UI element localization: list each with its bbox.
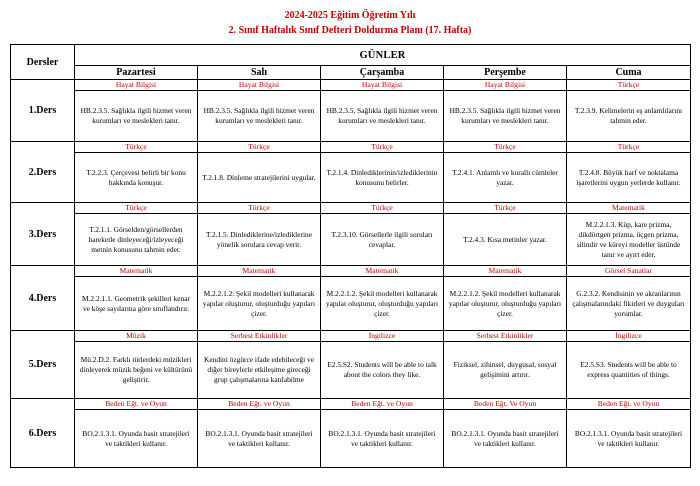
weekly-plan-table — [10, 44, 691, 468]
objective-text: T.2.1.4. Dinlediklerinin/izlediklerinin konusunu belirler. — [326, 167, 438, 187]
objective-text: G.2.3.2. Kendisinin ve akranlarının çalışmalarındaki fikirleri ve duyguları yorumlar. — [572, 288, 685, 318]
lesson-cell — [198, 203, 321, 266]
subject-label: Türkçe — [321, 203, 443, 214]
day-header-wednesday: Çarşamba — [321, 66, 444, 80]
lesson-cell — [567, 331, 691, 399]
objective-text: T.2.3.10. Görsellerle ilgili soruları cevaplar. — [331, 229, 433, 249]
subject-label: Beden Eğt. ve Oyun — [75, 399, 197, 410]
lesson-cell — [444, 203, 567, 266]
subject-label: Türkçe — [444, 142, 566, 153]
objective-text: BO.2.1.3.1. Oyunda basit stratejileri ve taktikleri kullanır. — [82, 428, 190, 448]
objective-text: T.2.2.3. Çerçevesi belirli bir konu hakkında konuşur. — [86, 167, 186, 187]
subject-label: Hayat Bilgisi — [321, 80, 443, 91]
lesson-cell — [567, 142, 691, 203]
lesson-row — [11, 203, 691, 266]
lesson-cell — [444, 80, 567, 142]
subject-label: Türkçe — [75, 203, 197, 214]
lesson-cell — [567, 80, 691, 142]
objective-text: HB.2.3.5. Sağlıkla ilgili hizmet veren kurumları ve meslekleri tanır. — [326, 106, 438, 125]
subject-label: Türkçe — [567, 80, 690, 91]
objective-text: T.2.3.9. Kelimelerin eş anlamlılarını tahmin eder. — [574, 106, 683, 125]
lesson-cell — [567, 203, 691, 266]
lesson-row — [11, 142, 691, 203]
lesson-cell — [75, 399, 198, 468]
objective-text: T.2.4.8. Büyük harf ve noktalama işaretlerini uygun yerlerde kullanır. — [576, 167, 681, 187]
lesson-cell — [444, 399, 567, 468]
lesson-row — [11, 399, 691, 468]
day-header-tuesday: Salı — [198, 66, 321, 80]
lesson-cell — [444, 331, 567, 399]
lesson-cell — [198, 331, 321, 399]
objective-text: E2.5.S2. Students will be able to talk about the colors they like. — [327, 360, 437, 379]
lesson-cell — [444, 266, 567, 331]
objective-text: HB.2.3.5. Sağlıkla ilgili hizmet veren kurumları ve meslekleri tanır. — [449, 106, 561, 125]
lesson-cell — [321, 266, 444, 331]
subject-label: Türkçe — [75, 142, 197, 153]
subject-label: Türkçe — [567, 142, 690, 153]
subject-label: Beden Eğt. ve Oyun — [567, 399, 690, 410]
objective-text: M.2.2.1.2. Şekil modelleri kullanarak yapılar oluşturur, oluşturduğu yapıları çizer. — [448, 288, 562, 318]
lesson-cell — [198, 266, 321, 331]
subject-label: Hayat Bilgisi — [198, 80, 320, 91]
objective-text: BO.2.1.3.1. Oyunda basit stratejileri ve taktikleri kullanır. — [328, 428, 436, 448]
objective-text: T.2.4.1. Anlamlı ve kurallı cümleler yazar. — [452, 167, 558, 187]
lesson-cell — [75, 203, 198, 266]
subject-label: Türkçe — [321, 142, 443, 153]
objective-text: T.2.1.1. Görselden/görsellerden hareketle dinleyeceği/izleyeceği metnin konusunu tahmin eder. — [88, 224, 184, 254]
objective-text: T.2.1.5. Dinlediklerine/izlediklerine yönelik sorulara cevap verir. — [206, 229, 312, 249]
objective-text: BO.2.1.3.1. Oyunda basit stratejileri ve taktikleri kullanır. — [574, 428, 683, 448]
lesson-cell — [444, 142, 567, 203]
lesson-label: 2.Ders — [11, 142, 75, 203]
lesson-label: 4.Ders — [11, 266, 75, 331]
dersler-header: Dersler — [11, 45, 75, 80]
subject-label: Matematik — [444, 266, 566, 277]
lesson-label: 3.Ders — [11, 203, 75, 266]
lesson-row — [11, 80, 691, 142]
lesson-cell — [198, 142, 321, 203]
lesson-cell — [198, 399, 321, 468]
lesson-cell — [321, 203, 444, 266]
objective-text: M.2.2.1.3. Küp, kare prizma, dikdörtgen prizma, üçgen prizma, silindir ve küreyi modeller üstünde tanır ve ayırt eder. — [576, 219, 681, 259]
lesson-cell — [198, 80, 321, 142]
lesson-cell — [75, 80, 198, 142]
subject-label: Türkçe — [198, 142, 320, 153]
subject-label: Serbest Etkinlikler — [444, 331, 566, 342]
objective-text: M.2.2.1.1. Geometrik şekilleri kenar ve köşe sayılarına göre sınıflandırır. — [82, 293, 190, 313]
lesson-row — [11, 331, 691, 399]
lesson-cell — [567, 266, 691, 331]
subject-label: Matematik — [321, 266, 443, 277]
subject-label: Beden Eğt. Ve Oyun — [444, 399, 566, 410]
subject-label: Beden Eğt. ve Oyun — [198, 399, 320, 410]
lesson-label: 5.Ders — [11, 331, 75, 399]
subject-label: Hayat Bilgisi — [75, 80, 197, 91]
lesson-label: 1.Ders — [11, 80, 75, 142]
day-header-thursday: Perşembe — [444, 66, 567, 80]
gunler-header: GÜNLER — [75, 45, 691, 66]
subject-label: Görsel Sanatlar — [567, 266, 690, 277]
objective-text: M.2.2.1.2. Şekil modelleri kullanarak yapılar oluşturur, oluşturduğu yapıları çizer. — [202, 288, 316, 318]
objective-text: BO.2.1.3.1. Oyunda basit stratejileri ve taktikleri kullanır. — [205, 428, 313, 448]
lesson-cell — [75, 331, 198, 399]
lesson-row — [11, 266, 691, 331]
lesson-cell — [567, 399, 691, 468]
subject-label: Türkçe — [444, 203, 566, 214]
objective-text: HB.2.3.5. Sağlıkla ilgili hizmet veren kurumları ve meslekleri tanır. — [203, 106, 315, 125]
objective-text: Kendini özgürce ifade edebileceği ve diğer bireylerle etkileşime gireceği grup çalışmalarına katılabilme — [204, 355, 314, 384]
subject-label: Türkçe — [198, 203, 320, 214]
objective-text: BO.2.1.3.1. Oyunda basit stratejileri ve taktikleri kullanır. — [451, 428, 559, 448]
document-title: 2024-2025 Eğitim Öğretim Yılı — [284, 10, 416, 21]
day-header-friday: Cuma — [567, 66, 691, 80]
day-header-monday: Pazartesi — [75, 66, 198, 80]
lesson-cell — [75, 266, 198, 331]
subject-label: Beden Eğt. ve Oyun — [321, 399, 443, 410]
lesson-cell — [75, 142, 198, 203]
objective-text: Mü.2.D.2. Farklı türlerdeki müzikleri dinleyerek müzik beğeni ve kültürünü geliştirir. — [79, 355, 193, 384]
subject-label: İngilizce — [321, 331, 443, 342]
objective-text: Fiziksel, zihinsel, duygusal, sosyal gelişimini artırır. — [453, 360, 557, 379]
lesson-cell — [321, 142, 444, 203]
objective-text: HB.2.3.5. Sağlıkla ilgili hizmet veren kurumları ve meslekleri tanır. — [80, 106, 192, 125]
lesson-cell — [321, 80, 444, 142]
lesson-cell — [321, 399, 444, 468]
subject-label: İngilizce — [567, 331, 690, 342]
document-subtitle: 2. Sınıf Haftalık Sınıf Defteri Doldurma Planı (17. Hafta) — [228, 25, 472, 36]
objective-text: T.2.4.3. Kısa metinler yazar. — [463, 234, 547, 244]
subject-label: Matematik — [198, 266, 320, 277]
subject-label: Serbest Etkinlikler — [198, 331, 320, 342]
subject-label: Matematik — [567, 203, 690, 214]
objective-text: M.2.2.1.2. Şekil modelleri kullanarak yapılar oluşturur, oluşturduğu yapıları çizer. — [325, 288, 439, 318]
objective-text: E2.5.S3. Students will be able to express quantities of things. — [580, 360, 677, 379]
subject-label: Matematik — [75, 266, 197, 277]
lesson-label: 6.Ders — [11, 399, 75, 468]
subject-label: Müzik — [75, 331, 197, 342]
subject-label: Hayat Bilgisi — [444, 80, 566, 91]
lesson-cell — [321, 331, 444, 399]
objective-text: T.2.1.8. Dinleme stratejilerini uygular. — [202, 172, 316, 182]
